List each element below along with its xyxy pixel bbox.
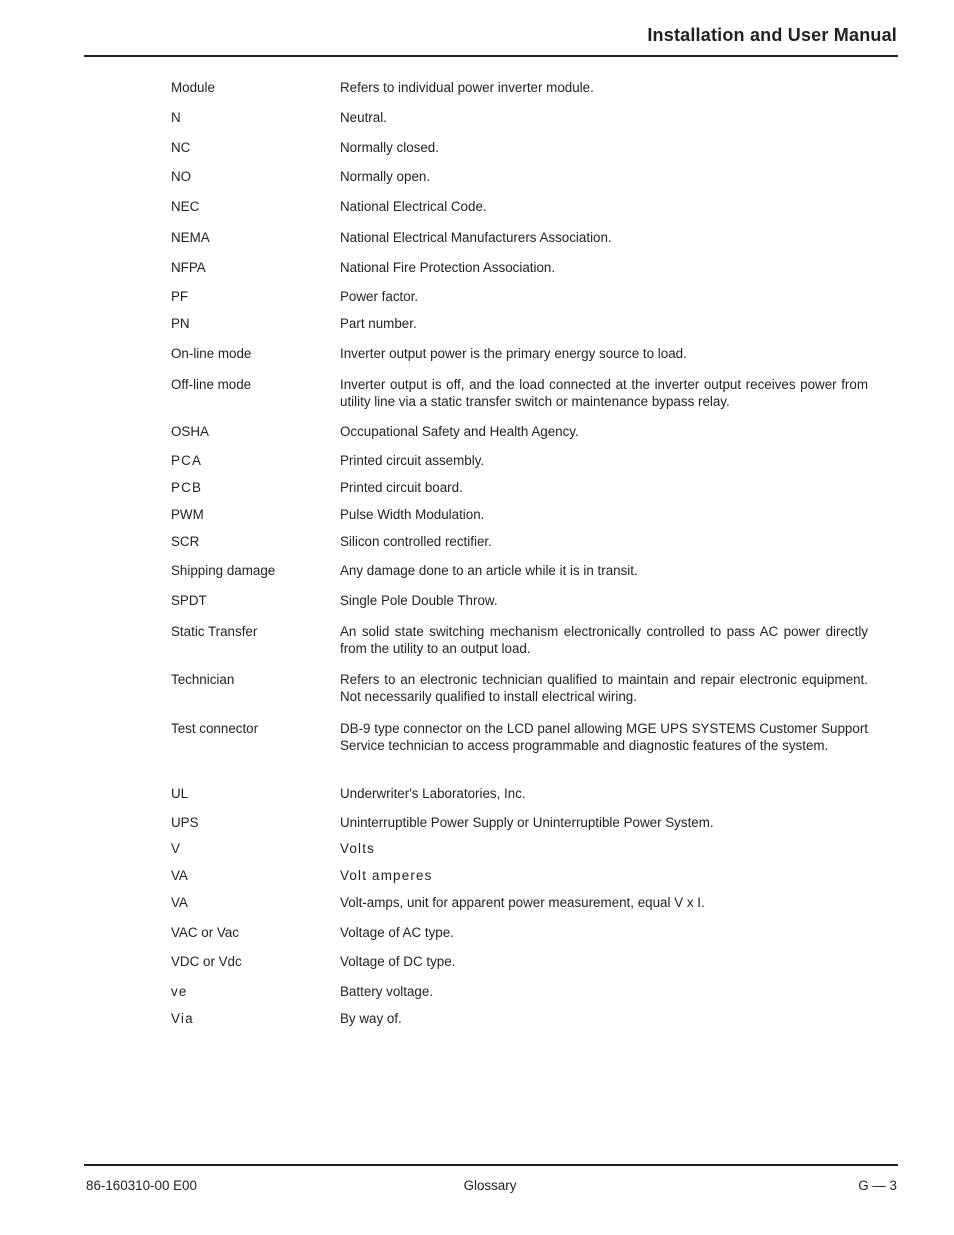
footer-rule <box>84 1164 898 1166</box>
glossary-definition: Uninterruptible Power Supply or Uninterruptible Power System. <box>340 815 714 830</box>
glossary-definition: Normally open. <box>340 169 431 184</box>
glossary-term: VDC or Vdc <box>171 954 242 969</box>
glossary-definition: National Fire Protection Association. <box>340 260 556 275</box>
glossary-term: Technician <box>171 672 235 687</box>
glossary-definition: National Electrical Manufacturers Association. <box>340 230 612 245</box>
glossary-term: PWM <box>171 507 204 522</box>
glossary-definition: Pulse Width Modulation. <box>340 507 485 522</box>
glossary-definition: Occupational Safety and Health Agency. <box>340 424 579 439</box>
glossary-definition: Printed circuit board. <box>340 480 463 495</box>
glossary-term: VAC or Vac <box>171 925 239 940</box>
glossary-definition: National Electrical Code. <box>340 199 487 214</box>
glossary-term: SPDT <box>171 593 207 608</box>
glossary-definition: Any damage done to an article while it is in transit. <box>340 563 638 578</box>
glossary-term: NEC <box>171 199 200 214</box>
footer-page-number: G — 3 <box>858 1178 897 1193</box>
footer-doc-number: 86-160310-00 E00 <box>86 1178 197 1193</box>
glossary-definition: Printed circuit assembly. <box>340 453 485 468</box>
footer-section-name: Glossary <box>463 1178 517 1193</box>
glossary-term: PF <box>171 289 189 304</box>
glossary-definition: Normally closed. <box>340 140 439 155</box>
glossary-definition: Single Pole Double Throw. <box>340 593 498 608</box>
glossary-term: OSHA <box>171 424 209 439</box>
glossary-term: V <box>171 841 180 856</box>
glossary-term: PN <box>171 316 190 331</box>
glossary-term: VA <box>171 895 188 910</box>
glossary-definition: Voltage of DC type. <box>340 954 456 969</box>
glossary-term: UPS <box>171 815 199 830</box>
glossary-term: NFPA <box>171 260 206 275</box>
glossary-definition: Neutral. <box>340 110 387 125</box>
glossary-definition: Underwriter's Laboratories, Inc. <box>340 786 526 801</box>
glossary-definition: An solid state switching mechanism electronically controlled to pass AC power directly from the utility to an output load. <box>340 624 868 657</box>
glossary-term: PCB <box>171 480 203 495</box>
glossary-term: Test connector <box>171 721 259 736</box>
glossary-definition: Power factor. <box>340 289 419 304</box>
glossary-definition: Part number. <box>340 316 417 331</box>
glossary-definition: Inverter output power is the primary energy source to load. <box>340 346 687 361</box>
glossary-definition: Voltage of AC type. <box>340 925 454 940</box>
glossary-definition: Refers to an electronic technician qualified to maintain and repair electronic equipment. Not necessarily qualified to install electrical wiring. <box>340 672 868 705</box>
header-rule <box>84 55 898 57</box>
glossary-term: Via <box>171 1011 194 1026</box>
glossary-definition: Battery voltage. <box>340 984 434 999</box>
glossary-term: N <box>171 110 181 125</box>
glossary-term: SCR <box>171 534 200 549</box>
glossary-definition: Silicon controlled rectifier. <box>340 534 492 549</box>
glossary-term: ve <box>171 984 188 999</box>
glossary-definition: By way of. <box>340 1011 402 1026</box>
glossary-term: NC <box>171 140 191 155</box>
glossary-term: VA <box>171 868 188 883</box>
glossary-term: Module <box>171 80 215 95</box>
glossary-term: On-line mode <box>171 346 252 361</box>
glossary-term: NO <box>171 169 192 184</box>
glossary-definition: Refers to individual power inverter module. <box>340 80 594 95</box>
glossary-term: Static Transfer <box>171 624 258 639</box>
glossary-term: Off-line mode <box>171 377 252 392</box>
page-header-title: Installation and User Manual <box>647 25 897 45</box>
glossary-term: Shipping damage <box>171 563 276 578</box>
glossary-definition: Volts <box>340 841 376 856</box>
glossary-definition: DB-9 type connector on the LCD panel allowing MGE UPS SYSTEMS Customer Support Service technician to access programmable and diagnostic features of the system. <box>340 721 868 754</box>
glossary-definition: Volt-amps, unit for apparent power measurement, equal V x I. <box>340 895 705 910</box>
glossary-term: UL <box>171 786 189 801</box>
glossary-term: PCA <box>171 453 203 468</box>
glossary-term: NEMA <box>171 230 210 245</box>
glossary-definition: Inverter output is off, and the load connected at the inverter output receives power from utility line via a static transfer switch or maintenance bypass relay. <box>340 377 868 410</box>
glossary-definition: Volt amperes <box>340 868 433 883</box>
